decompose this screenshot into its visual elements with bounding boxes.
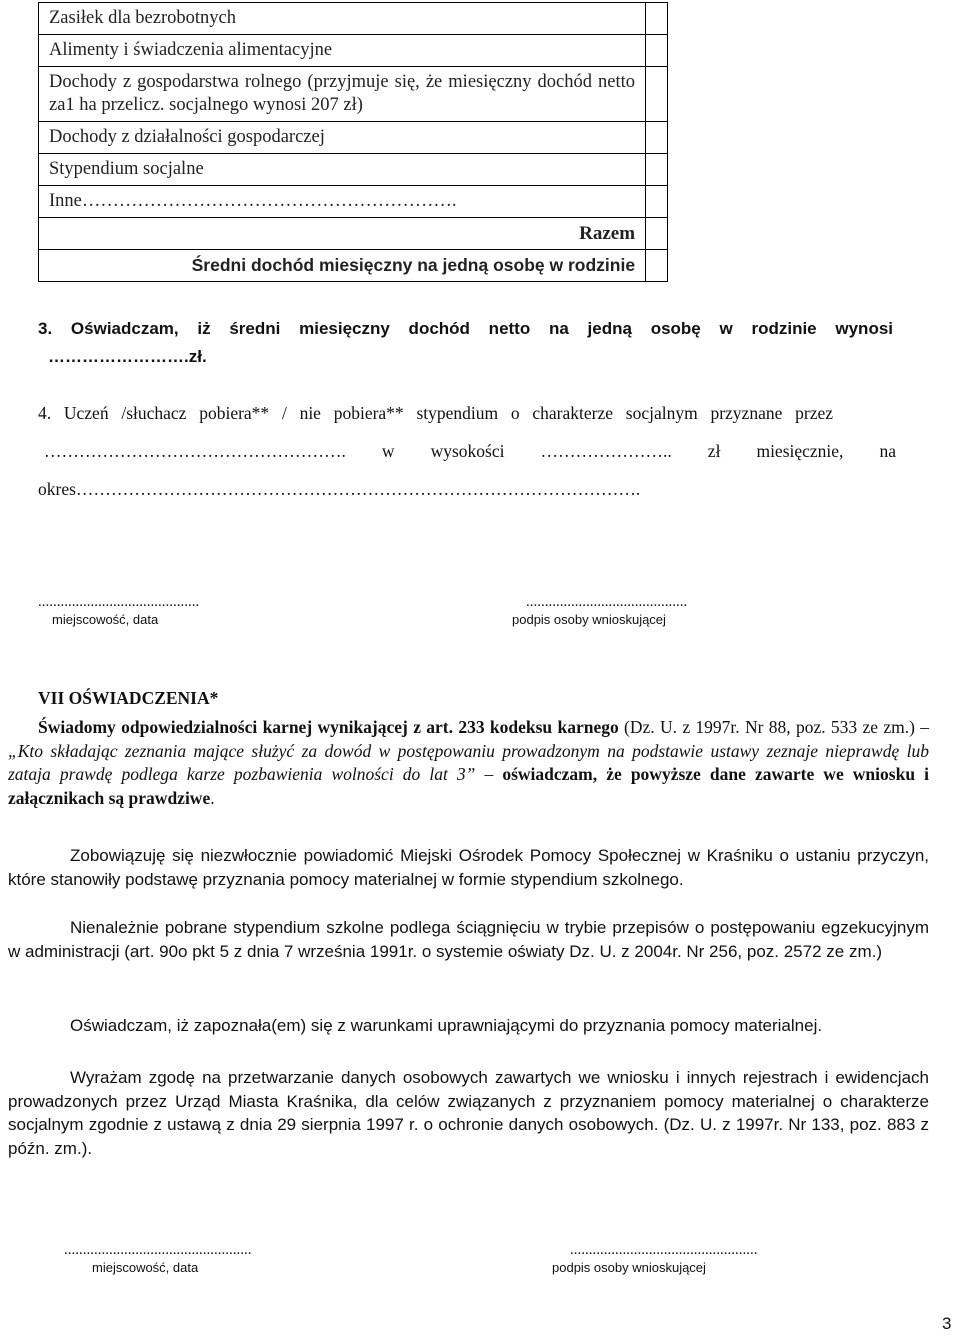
- table-row-total: [39, 218, 668, 250]
- table-row: [39, 122, 668, 154]
- income-amount-cell[interactable]: [646, 186, 668, 218]
- section-4-period-field[interactable]: okres…………………………………………………………………………………….: [38, 479, 641, 499]
- criminal-liability-declaration: [8, 716, 929, 810]
- place-date-label: miejscowość, data: [52, 612, 159, 627]
- place-date-dots-2[interactable]: ..................................................: [64, 1242, 252, 1258]
- income-amount-cell[interactable]: [646, 154, 668, 186]
- income-type-label: Zasiłek dla bezrobotnych: [39, 3, 646, 35]
- income-amount-cell[interactable]: [646, 35, 668, 67]
- income-amount-cell[interactable]: [646, 122, 668, 154]
- table-row: [39, 35, 668, 67]
- income-type-label: Dochody z gospodarstwa rolnego (przyjmuje się, że miesięczny dochód netto za1 ha przelicz. socjalnego wynosi 207 zł): [39, 67, 646, 122]
- table-row-average: [39, 250, 668, 282]
- average-income-label: Średni dochód miesięczny na jedną osobę w rodzinie: [39, 250, 646, 282]
- declaration-bold-end: oświadczam, że powyższe dane zawarte we wniosku i załącznikach są prawdziwe: [8, 764, 930, 808]
- place-date-dots[interactable]: ...........................................: [38, 594, 200, 610]
- signature-dots[interactable]: ...........................................: [526, 594, 688, 610]
- table-row: [39, 154, 668, 186]
- signature-label: podpis osoby wnioskującej: [512, 612, 666, 627]
- income-type-label: Stypendium socjalne: [39, 154, 646, 186]
- income-type-label: Inne…………………………………………………….: [39, 186, 646, 218]
- conditions-acknowledgement: Oświadczam, iż zapoznała(em) się z warunkami uprawniającymi do przyznania pomocy materialnej.: [70, 1016, 823, 1035]
- section-4-statement: 4. Uczeń /słuchacz pobiera** / nie pobiera** stypendium o charakterze socjalnym przyznane przez: [38, 403, 833, 423]
- declaration-quote: „Kto składając zeznania mające służyć za dowód w postępowaniu prowadzonym na podstawie ustawy zeznaje nieprawdę lub zataja prawdę podlega karze pozbawienia wolności do lat 3” –: [8, 740, 929, 784]
- table-row: [39, 186, 668, 218]
- total-label: Razem: [39, 218, 646, 250]
- section-3-statement: 3. Oświadczam, iż średni miesięczny dochód netto na jedną osobę w rodzinie wynosi: [38, 319, 893, 338]
- income-amount-cell[interactable]: [646, 67, 668, 122]
- table-row: [39, 67, 668, 122]
- table-row: [39, 3, 668, 35]
- declaration-bold-start: Świadomy odpowiedzialności karnej wynikającej z art. 233 kodeksu karnego: [38, 717, 619, 737]
- signature-dots-2[interactable]: ..................................................: [570, 1242, 758, 1258]
- average-amount-cell[interactable]: [646, 250, 668, 282]
- undue-stipend-notice: Nienależnie pobrane stypendium szkolne podlega ściągnięciu w trybie przepisów o postępowaniu egzekucyjnym w administracji (art. 90o pkt 5 z dnia 7 września 1991r. o systemie oświaty Dz. U. z 2004r. Nr 256, poz. 2572 ze zm.): [8, 918, 929, 961]
- section-4-granting-line[interactable]: ……………………………………………. w wysokości ………………….. zł miesięcznie, na: [44, 441, 896, 461]
- income-type-label: Dochody z działalności gospodarczej: [39, 122, 646, 154]
- notification-obligation: Zobowiązuję się niezwłocznie powiadomić Miejski Ośrodek Pomocy Społecznej w Kraśniku o ustaniu przyczyn, które stanowiły podstawę przyznania pomocy materialnej w formie stypendium szkolnego.: [8, 846, 929, 889]
- signature-label-2: podpis osoby wnioskującej: [552, 1260, 706, 1275]
- total-amount-cell[interactable]: [646, 218, 668, 250]
- declaration-citation: (Dz. U. z 1997r. Nr 88, poz. 533 ze zm.) –: [618, 717, 929, 737]
- place-date-label-2: miejscowość, data: [92, 1260, 199, 1275]
- income-type-label: Alimenty i świadczenia alimentacyjne: [39, 35, 646, 67]
- data-processing-consent: Wyrażam zgodę na przetwarzanie danych osobowych zawartych we wniosku i innych rejestrach i ewidencjach prowadzonych przez Urząd Miasta Kraśnika, dla celów związanych z przyznaniem pomocy materialnej o charakterze socjalnym zgodnie z ustawą z dnia 29 sierpnia 1997 r. o ochronie danych osobowych. (Dz. U. z 1997r. Nr 133, poz. 883 z późn. zm.).: [8, 1068, 929, 1158]
- income-table: [38, 2, 668, 282]
- section-heading: VII OŚWIADCZENIA*: [38, 688, 219, 708]
- declaration-period: .: [210, 787, 215, 808]
- income-amount-cell[interactable]: [646, 3, 668, 35]
- section-3-amount-field[interactable]: …………………….zł.: [48, 347, 207, 366]
- page-number: 3: [942, 1314, 952, 1333]
